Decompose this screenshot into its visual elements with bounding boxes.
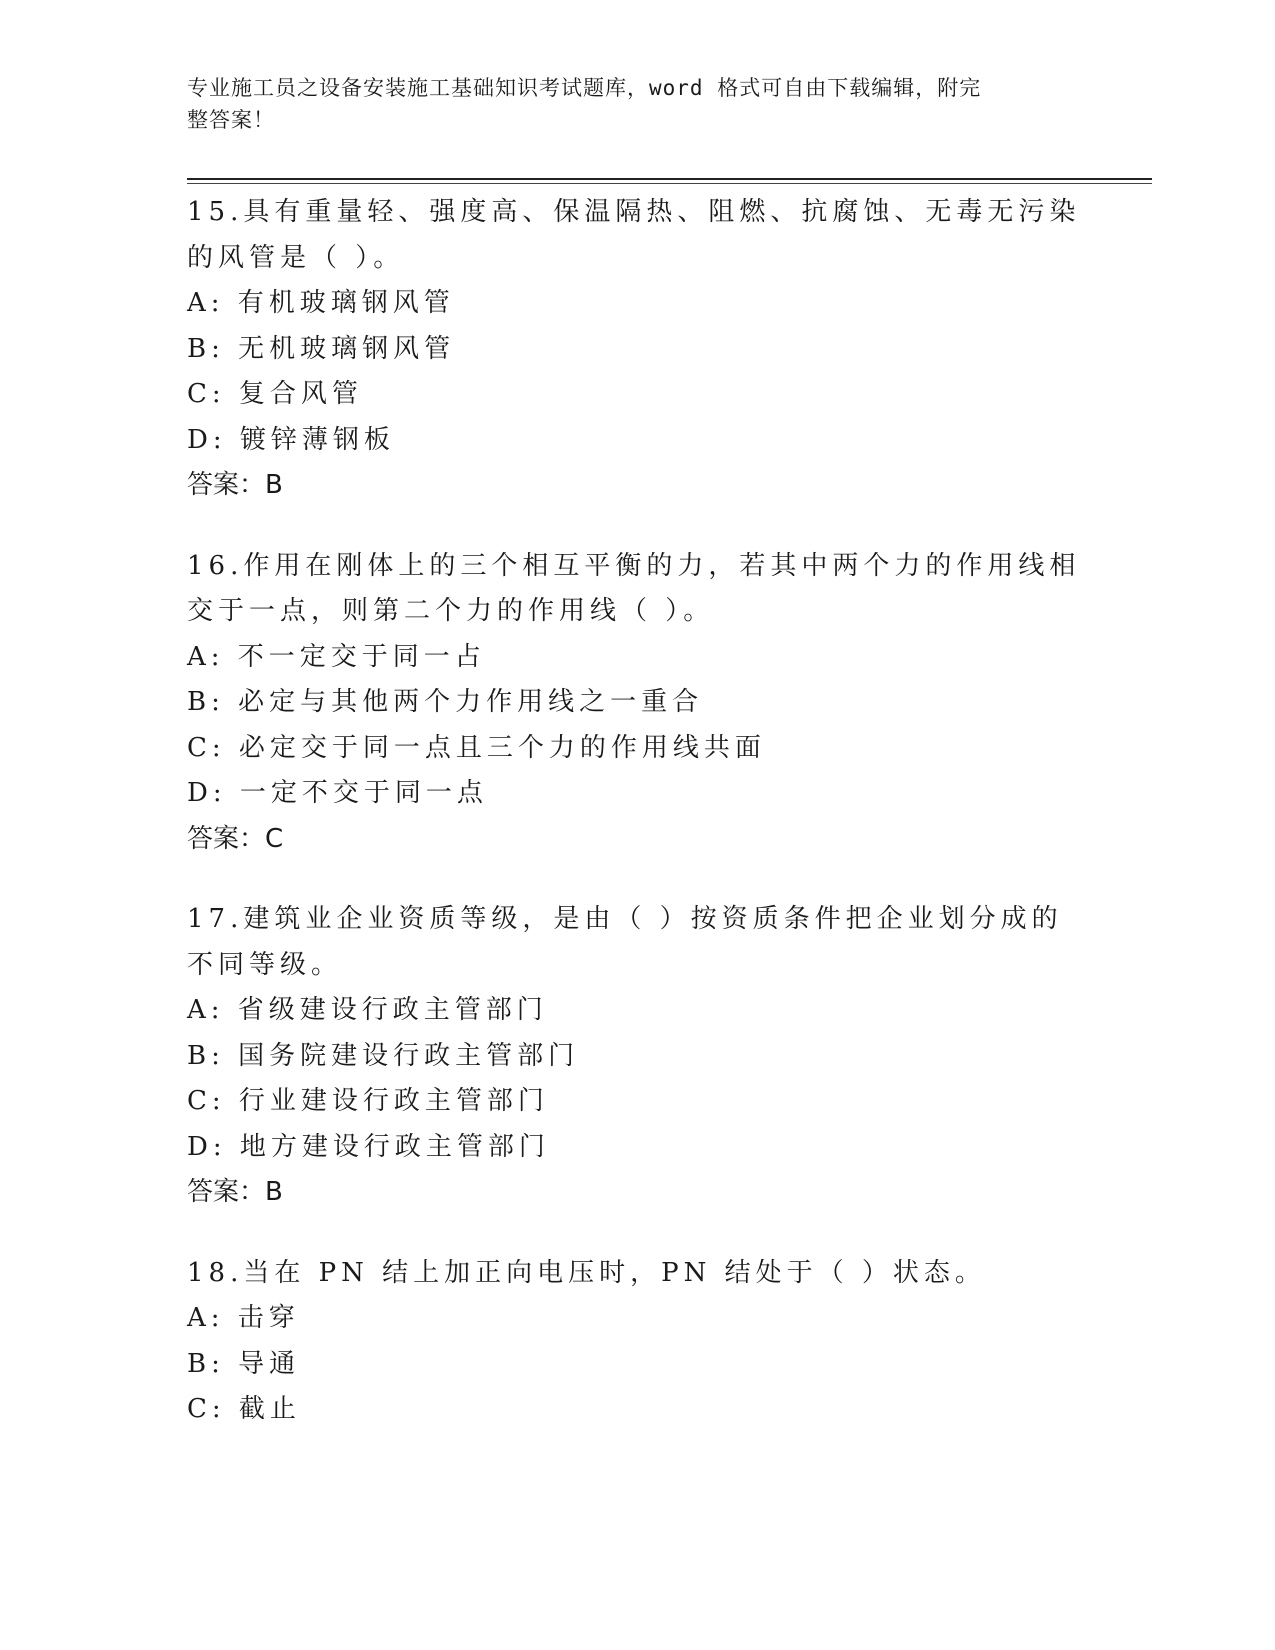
option-c: C: 截止 [187, 1394, 301, 1424]
question-stem: 16.作用在刚体上的三个相互平衡的力，若其中两个力的作用线相交于一点，则第二个力的作用线（ ）。 [187, 550, 1081, 626]
option-d: D: 地方建设行政主管部门 [187, 1131, 550, 1162]
answer-line: 答案：C [187, 823, 284, 854]
option-b: B: 国务院建设行政主管部门 [187, 1040, 580, 1071]
question-17 [187, 897, 1087, 1216]
option-b: B: 无机玻璃钢风管 [187, 333, 456, 364]
document-header [187, 72, 1067, 136]
option-d: D: 镀锌薄钢板 [187, 424, 395, 455]
header-line-1: 专业施工员之设备安装施工基础知识考试题库，word 格式可自由下载编辑，附完 [187, 76, 982, 100]
option-a: A: 不一定交于同一占 [187, 641, 486, 672]
option-d: D: 一定不交于同一点 [187, 778, 488, 808]
question-16 [187, 544, 1087, 863]
question-18 [187, 1251, 1087, 1433]
option-c: C: 必定交于同一点且三个力的作用线共面 [187, 732, 766, 763]
header-line-2: 整答案！ [187, 108, 275, 132]
option-b: B: 必定与其他两个力作用线之一重合 [187, 687, 704, 717]
header-divider-thick [187, 178, 1152, 180]
question-15 [187, 190, 1087, 509]
option-c: C: 行业建设行政主管部门 [187, 1086, 549, 1116]
answer-line: 答案：B [187, 1177, 283, 1207]
question-list [187, 190, 1087, 1468]
question-stem: 18.当在 PN 结上加正向电压时，PN 结处于（ ）状态。 [187, 1257, 986, 1288]
option-a: A: 省级建设行政主管部门 [187, 995, 548, 1025]
option-b: B: 导通 [187, 1348, 301, 1379]
option-a: A: 击穿 [187, 1303, 300, 1333]
option-c: C: 复合风管 [187, 379, 363, 409]
question-stem: 17.建筑业企业资质等级，是由（ ）按资质条件把企业划分成的不同等级。 [187, 904, 1063, 980]
answer-line: 答案：B [187, 470, 283, 500]
question-stem: 15.具有重量轻、强度高、保温隔热、阻燃、抗腐蚀、无毒无污染的风管是（ ）。 [187, 197, 1081, 273]
option-a: A: 有机玻璃钢风管 [187, 288, 455, 318]
header-divider-thin [187, 183, 1152, 184]
